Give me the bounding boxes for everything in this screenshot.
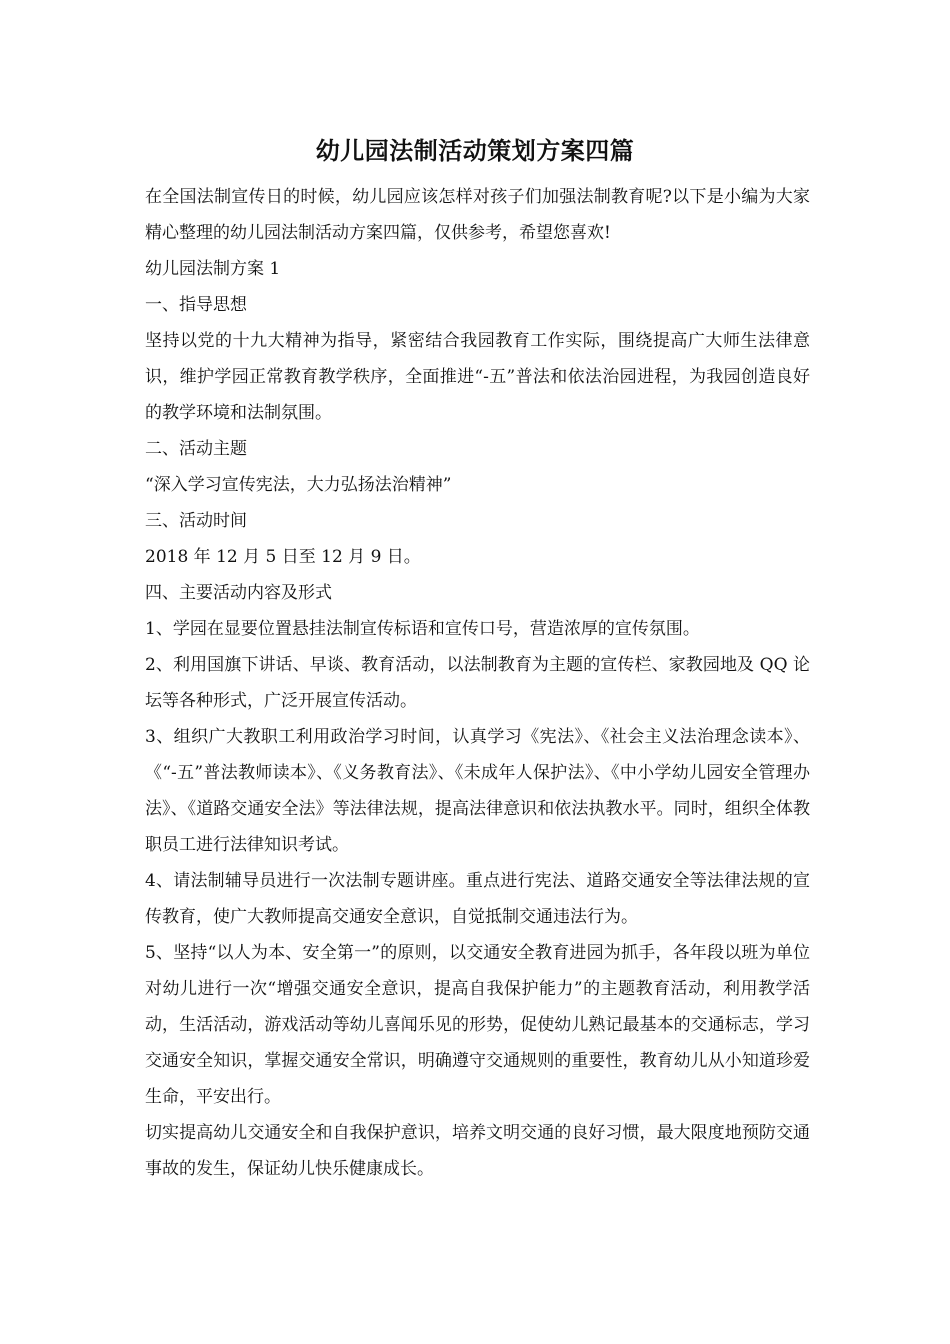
section-heading-plan-1: 幼儿园法制方案 1 (145, 259, 281, 279)
intro-paragraph: 在全国法制宣传日的时候，幼儿园应该怎样对孩子们加强法制教育呢?以下是小编为大家精心整理的幼儿园法制活动方案四篇，仅供参考，希望您喜欢! (145, 187, 810, 243)
list-item-2: 2、利用国旗下讲话、早谈、教育活动，以法制教育为主题的宣传栏、家教园地及 QQ 论坛等各种形式，广泛开展宣传活动。 (145, 655, 810, 711)
closing-paragraph: 切实提高幼儿交通安全和自我保护意识，培养文明交通的良好习惯，最大限度地预防交通事故的发生，保证幼儿快乐健康成长。 (145, 1123, 810, 1179)
activity-theme-text: “深入学习宣传宪法，大力弘扬法治精神” (145, 475, 452, 495)
document-body (145, 179, 810, 1187)
activity-time-text: 2018 年 12 月 5 日至 12 月 9 日。 (145, 547, 421, 567)
document-title: 幼儿园法制活动策划方案四篇 (315, 136, 635, 165)
list-item-5: 5、坚持“以人为本、安全第一”的原则，以交通安全教育进园为抓手，各年段以班为单位对幼儿进行一次“增强交通安全意识，提高自我保护能力”的主题教育活动，利用教学活动，生活活动，游戏活动等幼儿喜闻乐见的形势，促使幼儿熟记最基本的交通标志，学习交通安全知识，掌握交通安全常识，明确遵守交通规则的重要性，教育幼儿从小知道珍爱生命，平安出行。 (145, 943, 810, 1107)
heading-activity-time: 三、活动时间 (145, 511, 247, 531)
heading-guiding-ideology: 一、指导思想 (145, 295, 247, 315)
heading-activity-theme: 二、活动主题 (145, 439, 247, 459)
list-item-3: 3、组织广大教职工利用政治学习时间，认真学习《宪法》、《社会主义法治理念读本》、《“-五”普法教师读本》、《义务教育法》、《未成年人保护法》、《中小学幼儿园安全管理办法》、《道路交通安全法》等法律法规，提高法律意识和依法执教水平。同时，组织全体教职员工进行法律知识考试。 (145, 727, 810, 855)
list-item-1: 1、学园在显要位置悬挂法制宣传标语和宣传口号，营造浓厚的宣传氛围。 (145, 619, 700, 639)
heading-main-content: 四、主要活动内容及形式 (145, 583, 332, 603)
guiding-ideology-paragraph: 坚持以党的十九大精神为指导，紧密结合我园教育工作实际，围绕提高广大师生法律意识，维护学园正常教育教学秩序，全面推进“-五”普法和依法治园进程，为我园创造良好的教学环境和法制氛围。 (145, 331, 810, 423)
list-item-4: 4、请法制辅导员进行一次法制专题讲座。重点进行宪法、道路交通安全等法律法规的宣传教育，使广大教师提高交通安全意识，自觉抵制交通违法行为。 (145, 871, 810, 927)
